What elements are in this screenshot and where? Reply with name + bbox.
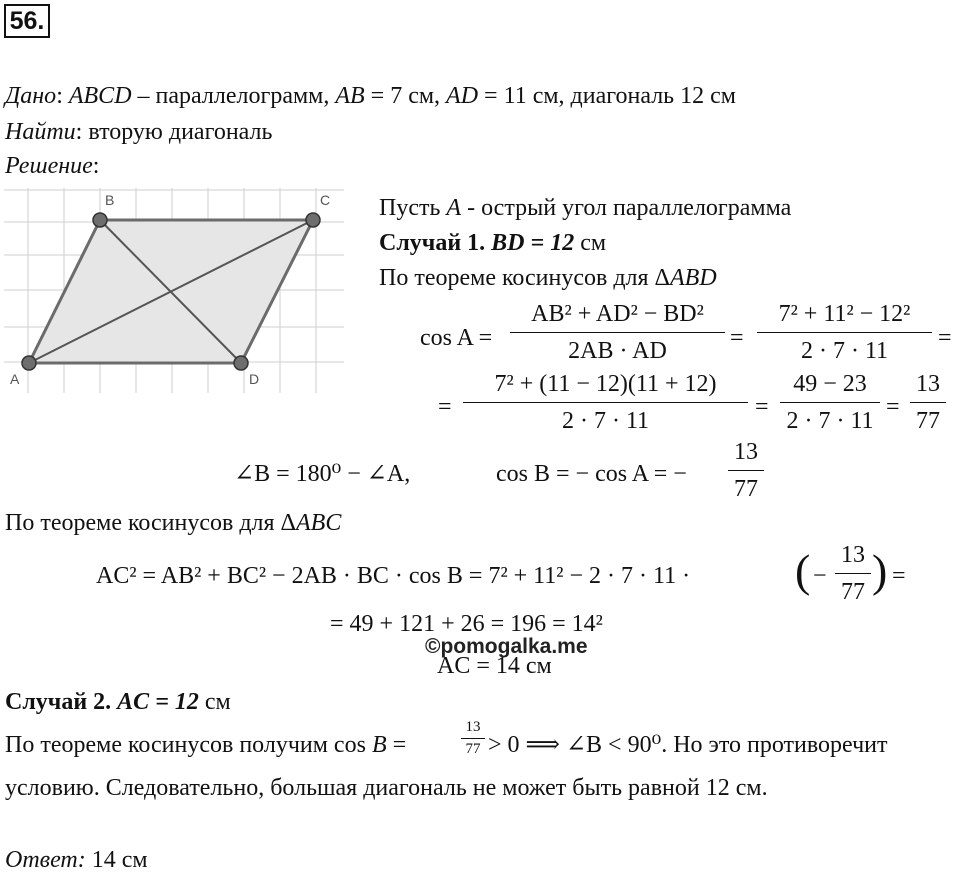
right-paren: ) (872, 545, 888, 596)
answer-line: Ответ: 14 см (5, 847, 148, 873)
equals-sign: = (892, 563, 906, 589)
equals-sign: = (755, 394, 769, 420)
label-b: B (105, 192, 115, 208)
ac-squared-expression: AC² = AB² + BC² − 2AB · BC · cos B = 7² + 11² − 2 · 7 · 11 · (96, 563, 691, 589)
fraction-cos-a-simplified: 49 − 23 2 · 7 · 11 (780, 372, 880, 433)
vertex-b (93, 213, 107, 227)
cos-a-lhs: cos A = (420, 325, 493, 351)
vertex-c (306, 213, 320, 227)
case2-heading: Случай 2. AC = 12 см (5, 689, 231, 715)
watermark: ©pomogalka.me (425, 635, 588, 658)
assumption-line: Пусть A - острый угол параллелограмма (379, 195, 792, 221)
equals-sign: = (438, 394, 452, 420)
given-line: Дано: ABCD – параллелограмм, AB = 7 см, AD = 11 см, диагональ 12 см (5, 83, 736, 109)
fraction-case2: 13 77 (461, 720, 485, 757)
case2-line2: условию. Следовательно, большая диагональ не может быть равной 12 см. (5, 775, 768, 801)
label-a: A (10, 371, 20, 387)
ac-result: AC = 14 см (437, 653, 552, 679)
fraction-cos-a-numeric: 7² + 11² − 12² 2 · 7 · 11 (757, 302, 932, 363)
cos-b-expression: cos B = − cos A = − (496, 461, 687, 487)
fraction-cos-a-general: AB² + AD² − BD² 2AB · AD (510, 302, 725, 363)
theorem-abc-line: По теореме косинусов для ΔABC (5, 510, 342, 536)
fraction-cos-a-expanded: 7² + (11 − 12)(11 + 12) 2 · 7 · 11 (463, 372, 748, 433)
case2-line1: По теореме косинусов получим cos B = (5, 732, 407, 758)
find-label: Найти (5, 119, 76, 145)
fraction-cos-b-in-ac: 13 77 (835, 543, 871, 604)
ac-squared-result: = 49 + 121 + 26 = 196 = 14² (330, 611, 603, 637)
parallelogram-diagram (4, 188, 344, 393)
fraction-cos-b: 13 77 (728, 440, 764, 501)
theorem-abd-line: По теореме косинусов для ΔABD (379, 265, 717, 291)
label-d: D (249, 371, 260, 387)
left-paren: ( (795, 545, 811, 596)
solution-heading: Решение: (5, 153, 100, 179)
case1-heading: Случай 1. BD = 12 см (379, 230, 607, 256)
angle-b-expression: ∠B = 180⁰ − ∠A, (234, 461, 411, 487)
equals-sign: = (886, 394, 900, 420)
minus-sign: − (813, 563, 827, 589)
fraction-cos-a-result: 13 77 (910, 372, 946, 433)
equals-sign: = (730, 325, 744, 351)
answer-label: Ответ: (5, 847, 86, 873)
equals-sign: = (938, 325, 952, 351)
vertex-d (234, 356, 248, 370)
task-number: 56. (4, 4, 50, 38)
vertex-a (22, 356, 36, 370)
case2-line1-tail: > 0 ⟹ ∠B < 90⁰. Но это противоречит (488, 732, 888, 758)
label-c: C (320, 192, 331, 208)
given-label: Дано (5, 83, 57, 109)
find-line: Найти: вторую диагональ (5, 119, 273, 145)
